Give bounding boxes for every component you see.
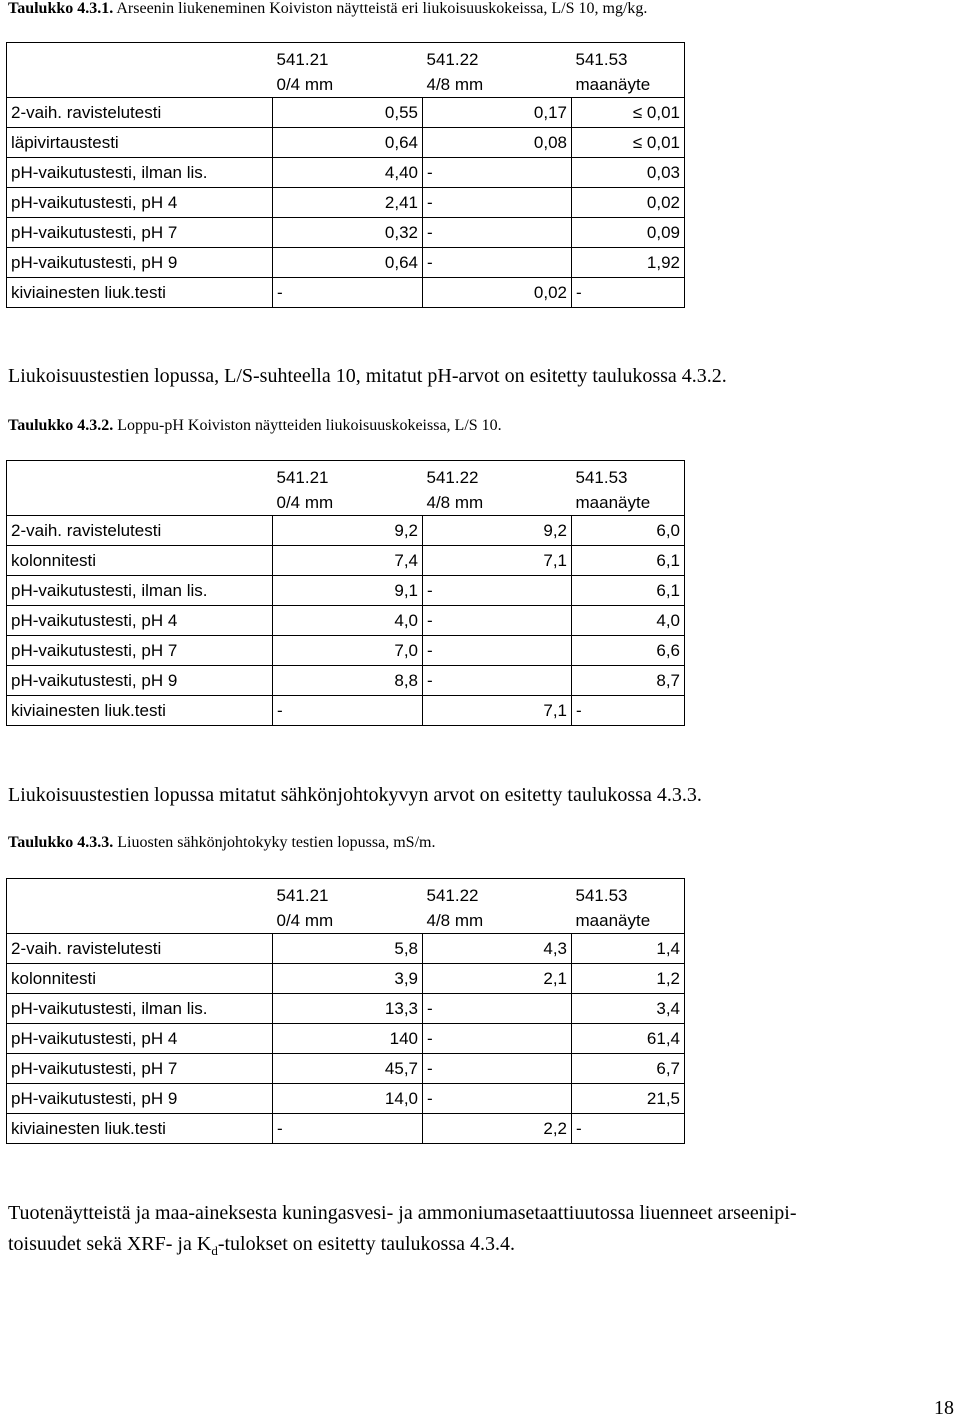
cell-value: 4,0 [273,606,423,636]
cell-value: 0,17 [423,98,572,128]
cell-value: 8,8 [273,666,423,696]
caption-label: Taulukko 4.3.3. [8,834,114,851]
table-row [7,1054,685,1084]
cell-value: 3,4 [572,994,685,1024]
row-label: 2-vaih. ravistelutesti [7,516,273,546]
row-label: läpivirtaustesti [7,128,273,158]
cell-value: 9,2 [273,516,423,546]
column-header-id: 541.53 [575,50,628,69]
table-row [7,128,685,158]
cell-value: - [423,1054,572,1084]
cell-value: 0,64 [273,128,423,158]
column-header [423,879,572,934]
data-table-4-3-1 [6,42,685,308]
column-header-id: 541.21 [276,50,329,69]
cell-value: - [423,218,572,248]
caption-text: Liuosten sähkönjohtokyky testien lopussa, mS/m. [113,834,436,851]
cell-value: - [423,994,572,1024]
table-header-row [7,461,685,516]
table-caption-4-3-1 [8,0,647,18]
cell-value: 7,0 [273,636,423,666]
row-label: 2-vaih. ravistelutesti [7,98,273,128]
cell-value: 1,4 [572,934,685,964]
cell-value: - [572,696,685,726]
row-label: pH-vaikutustesti, pH 9 [7,666,273,696]
table-row [7,158,685,188]
cell-value: 2,41 [273,188,423,218]
row-label: kiviainesten liuk.testi [7,1114,273,1144]
cell-value: - [572,1114,685,1144]
cell-value: 1,2 [572,964,685,994]
paragraph-text: toisuudet sekä XRF- ja K [8,1233,212,1255]
column-header-id: 541.22 [426,50,479,69]
cell-value: - [273,696,423,726]
table-row [7,934,685,964]
paragraph-conductivity-intro: Liukoisuustestien lopussa mitatut sähkönjohtokyvyn arvot on esitetty taulukossa 4.3.3. [8,784,702,806]
cell-value: 0,02 [572,188,685,218]
column-header [572,461,685,516]
table-row [7,606,685,636]
table-row [7,546,685,576]
cell-value: 4,0 [572,606,685,636]
table-header-row [7,43,685,98]
cell-value: 6,1 [572,546,685,576]
table-row [7,516,685,546]
row-label: pH-vaikutustesti, pH 9 [7,248,273,278]
row-label: pH-vaikutustesti, pH 4 [7,188,273,218]
cell-value: - [423,1084,572,1114]
table-row [7,248,685,278]
cell-value: - [423,606,572,636]
cell-value: 4,40 [273,158,423,188]
column-header-sub: 0/4 mm [276,911,334,930]
cell-value: - [572,278,685,308]
cell-value: 2,2 [423,1114,572,1144]
header-empty-cell [7,879,273,934]
table-row [7,994,685,1024]
cell-value: 6,1 [572,576,685,606]
cell-value: ≤ 0,01 [572,98,685,128]
cell-value: ≤ 0,01 [572,128,685,158]
table-row [7,278,685,308]
caption-text: Loppu-pH Koiviston näytteiden liukoisuuskokeissa, L/S 10. [113,417,502,434]
cell-value: 9,1 [273,576,423,606]
cell-value: 1,92 [572,248,685,278]
row-label: pH-vaikutustesti, pH 9 [7,1084,273,1114]
row-label: pH-vaikutustesti, ilman lis. [7,994,273,1024]
column-header [572,879,685,934]
column-header-id: 541.53 [575,886,628,905]
cell-value: 0,55 [273,98,423,128]
row-label: pH-vaikutustesti, ilman lis. [7,158,273,188]
table-row [7,1084,685,1114]
table-row [7,636,685,666]
header-empty-cell [7,43,273,98]
table-row [7,1114,685,1144]
data-table-4-3-3 [6,878,685,1144]
data-table-4-3-2 [6,460,685,726]
table-row [7,696,685,726]
row-label: 2-vaih. ravistelutesti [7,934,273,964]
table-caption-4-3-3 [8,834,435,852]
cell-value: 7,4 [273,546,423,576]
cell-value: 2,1 [423,964,572,994]
caption-label: Taulukko 4.3.1. [8,0,114,17]
paragraph-ph-intro: Liukoisuustestien lopussa, L/S-suhteella 10, mitatut pH-arvot on esitetty taulukossa 4.3.2. [8,365,727,387]
column-header-id: 541.21 [276,468,329,487]
cell-value: 4,3 [423,934,572,964]
column-header [273,43,423,98]
column-header [423,461,572,516]
cell-value: 0,03 [572,158,685,188]
column-header-id: 541.22 [426,886,479,905]
paragraph-text: -tulokset on esitetty taulukossa 4.3.4. [217,1233,515,1255]
cell-value: 0,09 [572,218,685,248]
cell-value: 140 [273,1024,423,1054]
cell-value: 5,8 [273,934,423,964]
column-header-id: 541.22 [426,468,479,487]
column-header-sub: maanäyte [575,493,651,512]
column-header-sub: 4/8 mm [426,911,484,930]
column-header [273,879,423,934]
cell-value: 0,32 [273,218,423,248]
row-label: kiviainesten liuk.testi [7,696,273,726]
row-label: pH-vaikutustesti, pH 7 [7,636,273,666]
page-number: 18 [934,1397,954,1419]
cell-value: 3,9 [273,964,423,994]
paragraph-final [8,1198,958,1266]
row-label: kolonnitesti [7,964,273,994]
cell-value: 6,7 [572,1054,685,1084]
column-header [273,461,423,516]
row-label: pH-vaikutustesti, pH 7 [7,218,273,248]
column-header-id: 541.21 [276,886,329,905]
cell-value: 7,1 [423,696,572,726]
row-label: pH-vaikutustesti, pH 4 [7,606,273,636]
table-row [7,188,685,218]
column-header-sub: 0/4 mm [276,75,334,94]
table-row [7,98,685,128]
cell-value: - [423,158,572,188]
cell-value: 21,5 [572,1084,685,1114]
table-row [7,218,685,248]
cell-value: 0,02 [423,278,572,308]
cell-value: 6,6 [572,636,685,666]
column-header-id: 541.53 [575,468,628,487]
column-header-sub: 4/8 mm [426,493,484,512]
table-header-row [7,879,685,934]
row-label: pH-vaikutustesti, pH 4 [7,1024,273,1054]
table-row [7,1024,685,1054]
column-header [423,43,572,98]
table-caption-4-3-2 [8,417,502,435]
subscript-d: d [211,1243,218,1258]
table-row [7,666,685,696]
table-row [7,964,685,994]
cell-value: 0,08 [423,128,572,158]
cell-value: 8,7 [572,666,685,696]
column-header-sub: maanäyte [575,75,651,94]
caption-text: Arseenin liukeneminen Koiviston näytteistä eri liukoisuuskokeissa, L/S 10, mg/kg. [113,0,648,17]
column-header [572,43,685,98]
cell-value: - [423,188,572,218]
row-label: kiviainesten liuk.testi [7,278,273,308]
cell-value: - [423,576,572,606]
cell-value: 14,0 [273,1084,423,1114]
caption-label: Taulukko 4.3.2. [8,417,114,434]
cell-value: - [423,666,572,696]
paragraph-line [8,1229,958,1266]
cell-value: - [273,1114,423,1144]
cell-value: 7,1 [423,546,572,576]
column-header-sub: maanäyte [575,911,651,930]
column-header-sub: 0/4 mm [276,493,334,512]
row-label: pH-vaikutustesti, pH 7 [7,1054,273,1084]
cell-value: 61,4 [572,1024,685,1054]
row-label: kolonnitesti [7,546,273,576]
paragraph-line: Tuotenäytteistä ja maa-aineksesta kuningasvesi- ja ammoniumasetaattiuutossa liuenneet arseenipi- [8,1202,797,1224]
cell-value: 6,0 [572,516,685,546]
column-header-sub: 4/8 mm [426,75,484,94]
cell-value: 45,7 [273,1054,423,1084]
table-row [7,576,685,606]
cell-value: - [423,636,572,666]
cell-value: - [423,248,572,278]
header-empty-cell [7,461,273,516]
cell-value: 0,64 [273,248,423,278]
cell-value: - [273,278,423,308]
row-label: pH-vaikutustesti, ilman lis. [7,576,273,606]
cell-value: 13,3 [273,994,423,1024]
cell-value: 9,2 [423,516,572,546]
cell-value: - [423,1024,572,1054]
